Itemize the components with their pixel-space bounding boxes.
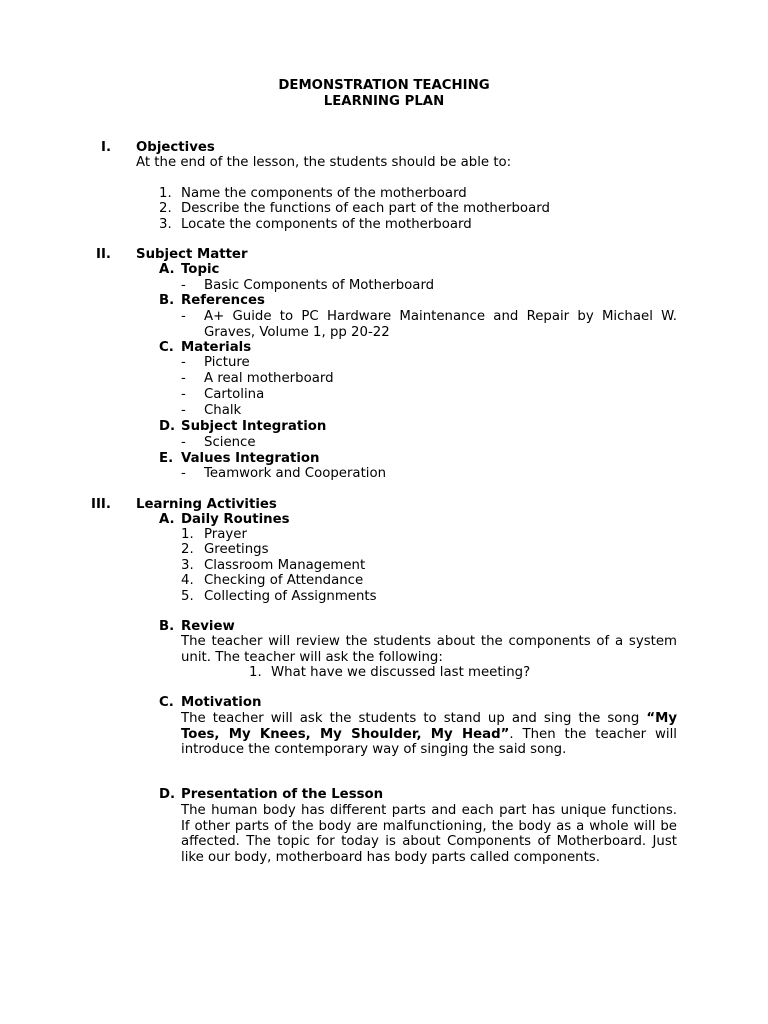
subsection-letter: D. — [159, 787, 176, 802]
bullet-dash: - — [181, 278, 186, 293]
presentation-paragraph: The human body has different parts and each part has unique functions. If other parts of the body are malfunctioning, the body as a whole will be affected. The topic for today is about Components of Motherboard. Just like our body, motherboard has body parts called components. — [181, 803, 677, 865]
subsection-letter: C. — [159, 695, 174, 710]
topic-item: Basic Components of Motherboard — [204, 278, 435, 293]
section-heading-objectives: Objectives — [136, 140, 215, 155]
review-paragraph: The teacher will review the students about the components of a system unit. The teacher will ask the following: — [181, 634, 677, 665]
objective-item: Describe the functions of each part of the motherboard — [181, 201, 550, 216]
routine-num: 5. — [181, 589, 194, 604]
subsection-letter: A. — [159, 262, 175, 277]
motivation-text-after: . Then the teacher will introduce the contemporary way of singing the said song. — [181, 726, 677, 758]
subsection-letter: B. — [159, 619, 175, 634]
bullet-dash: - — [181, 403, 186, 418]
subsection-letter: B. — [159, 293, 175, 308]
objective-item: Locate the components of the motherboard — [181, 217, 472, 232]
subsection-heading-values-integration: Values Integration — [181, 451, 320, 466]
review-question: What have we discussed last meeting? — [271, 665, 531, 680]
section-numeral-1: I. — [101, 140, 111, 155]
review-question-num: 1. — [249, 665, 262, 680]
routine-item: Prayer — [204, 527, 247, 542]
routine-num: 3. — [181, 558, 194, 573]
subject-integration-item: Science — [204, 435, 256, 450]
subsection-heading-topic: Topic — [181, 262, 220, 277]
routine-item: Classroom Management — [204, 558, 366, 573]
objective-num: 3. — [159, 217, 172, 232]
subsection-heading-materials: Materials — [181, 340, 252, 355]
routine-num: 2. — [181, 542, 194, 557]
motivation-text-before: The teacher will ask the students to stand up and sing the song — [181, 711, 647, 726]
subsection-heading-motivation: Motivation — [181, 695, 262, 710]
routine-item: Collecting of Assignments — [204, 589, 377, 604]
bullet-dash: - — [181, 371, 186, 386]
subsection-heading-presentation: Presentation of the Lesson — [181, 787, 384, 802]
bullet-dash: - — [181, 309, 186, 324]
subsection-letter: A. — [159, 512, 175, 527]
subsection-letter: E. — [159, 451, 174, 466]
subsection-heading-daily-routines: Daily Routines — [181, 512, 290, 527]
subsection-heading-references: References — [181, 293, 265, 308]
document-title-line1: DEMONSTRATION TEACHING — [278, 78, 490, 93]
bullet-dash: - — [181, 355, 186, 370]
routine-item: Checking of Attendance — [204, 573, 364, 588]
material-item: Cartolina — [204, 387, 265, 402]
material-item: Chalk — [204, 403, 242, 418]
bullet-dash: - — [181, 435, 186, 450]
objective-num: 1. — [159, 186, 172, 201]
section-heading-subject-matter: Subject Matter — [136, 247, 248, 262]
section-numeral-3: III. — [91, 497, 111, 512]
routine-item: Greetings — [204, 542, 269, 557]
section-heading-learning-activities: Learning Activities — [136, 497, 277, 512]
reference-item: A+ Guide to PC Hardware Maintenance and Repair by Michael W. Graves, Volume 1, pp 20-22 — [204, 309, 677, 340]
routine-num: 1. — [181, 527, 194, 542]
bullet-dash: - — [181, 387, 186, 402]
document-title-line2: LEARNING PLAN — [323, 94, 445, 109]
objectives-intro: At the end of the lesson, the students should be able to: — [136, 155, 512, 170]
subsection-heading-review: Review — [181, 619, 235, 634]
values-integration-item: Teamwork and Cooperation — [204, 466, 387, 481]
subsection-heading-subject-integration: Subject Integration — [181, 419, 327, 434]
objective-item: Name the components of the motherboard — [181, 186, 467, 201]
routine-num: 4. — [181, 573, 194, 588]
objective-num: 2. — [159, 201, 172, 216]
material-item: A real motherboard — [204, 371, 334, 386]
motivation-paragraph — [181, 711, 677, 758]
subsection-letter: D. — [159, 419, 176, 434]
subsection-letter: C. — [159, 340, 174, 355]
material-item: Picture — [204, 355, 250, 370]
section-numeral-2: II. — [96, 247, 111, 262]
bullet-dash: - — [181, 466, 186, 481]
motivation-song-title: “My Toes, My Knees, My Shoulder, My Head” — [181, 711, 677, 742]
